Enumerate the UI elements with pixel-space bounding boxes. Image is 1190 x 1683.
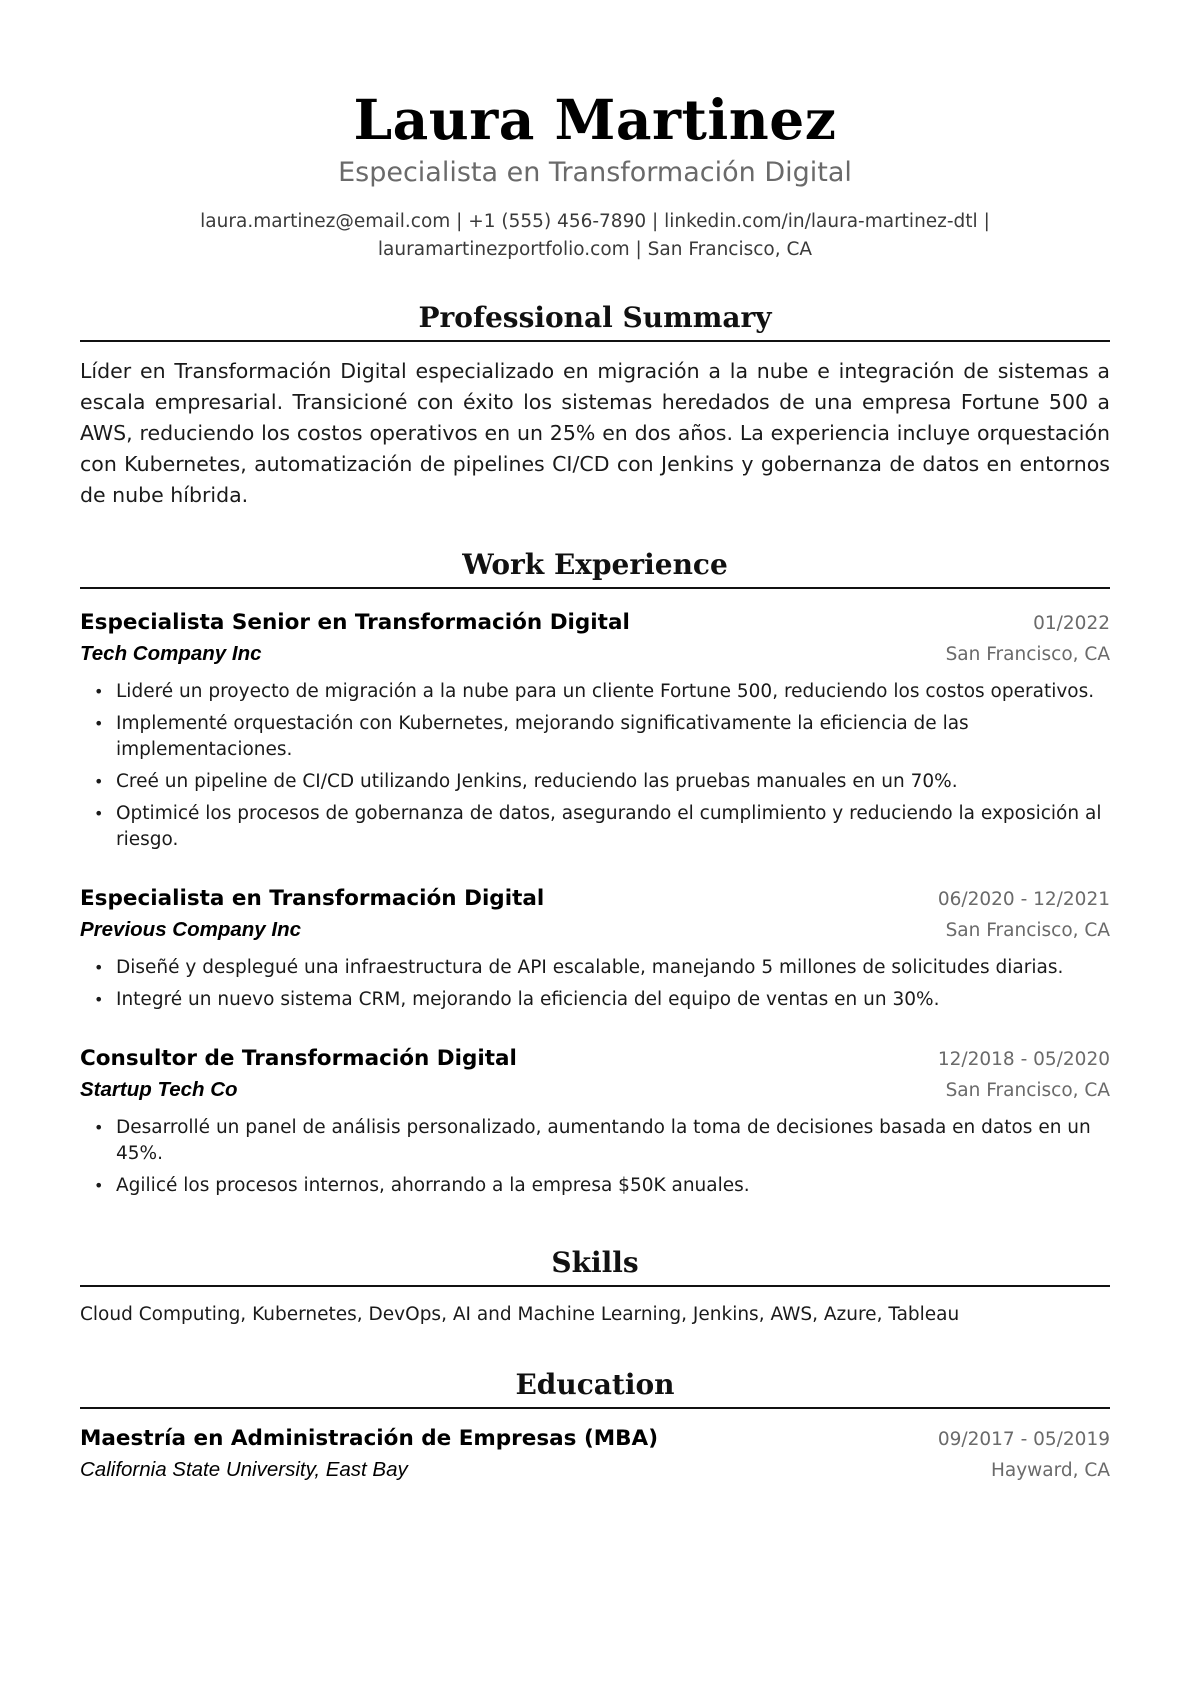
job-company: Startup Tech Co xyxy=(80,1078,238,1101)
job-location: San Francisco, CA xyxy=(945,1080,1110,1101)
contact-info xyxy=(80,208,1110,264)
job-title-row xyxy=(80,1043,1110,1075)
education-school: California State University, East Bay xyxy=(80,1458,408,1481)
job-bullets xyxy=(80,679,1110,853)
section-heading-work: Work Experience xyxy=(80,547,1110,589)
job-bullet: • Agilicé los procesos internos, ahorrando a la empresa $50K anuales. xyxy=(116,1173,1110,1199)
job-company-row xyxy=(80,1075,1110,1105)
job-bullets xyxy=(80,955,1110,1013)
education-date: 09/2017 - 05/2019 xyxy=(937,1429,1110,1450)
section-heading-summary: Professional Summary xyxy=(80,300,1110,342)
education-degree: Maestría en Administración de Empresas (MBA) xyxy=(80,1426,659,1451)
contact-line-1: laura.martinez@email.com | +1 (555) 456-7890 | linkedin.com/in/laura-martinez-dtl | xyxy=(200,211,990,232)
job-location: San Francisco, CA xyxy=(945,920,1110,941)
job-title-row xyxy=(80,607,1110,639)
section-heading-skills: Skills xyxy=(80,1245,1110,1287)
job-entry xyxy=(80,607,1110,853)
job-date: 06/2020 - 12/2021 xyxy=(937,889,1110,910)
section-heading-education: Education xyxy=(80,1367,1110,1409)
summary-text: Líder en Transformación Digital especializado en migración a la nube e integración de sistemas a escala empresarial. Transicioné con éxito los sistemas heredados de una empresa Fortune 500 a AWS, reduciendo los costos operativos en un 25% en dos años. La experiencia incluye orquestación con Kubernetes, automatización de pipelines CI/CD con Jenkins y gobernanza de datos en entornos de nube híbrida. xyxy=(80,359,1110,507)
job-title: Especialista Senior en Transformación Digital xyxy=(80,610,630,635)
job-bullet: • Implementé orquestación con Kubernetes, mejorando significativamente la eficiencia de las implementaciones. xyxy=(116,711,1110,763)
job-date: 12/2018 - 05/2020 xyxy=(937,1049,1110,1070)
job-entry xyxy=(80,1043,1110,1199)
job-bullet: • Diseñé y desplegué una infraestructura de API escalable, manejando 5 millones de solicitudes diarias. xyxy=(116,955,1110,981)
education-school-row xyxy=(80,1455,1110,1485)
education-entry xyxy=(80,1423,1110,1485)
job-title-row xyxy=(80,883,1110,915)
skills-list: Cloud Computing, Kubernetes, DevOps, AI and Machine Learning, Jenkins, AWS, Azure, Tableau xyxy=(80,1304,960,1325)
education-degree-row xyxy=(80,1423,1110,1455)
job-date: 01/2022 xyxy=(1033,613,1110,634)
education-location: Hayward, CA xyxy=(990,1460,1110,1481)
job-company-row xyxy=(80,915,1110,945)
job-title: Consultor de Transformación Digital xyxy=(80,1046,517,1071)
job-bullet: • Desarrollé un panel de análisis personalizado, aumentando la toma de decisiones basada en datos en un 45%. xyxy=(116,1115,1110,1167)
job-title: Especialista en Transformación Digital xyxy=(80,886,545,911)
candidate-title: Especialista en Transformación Digital xyxy=(338,157,852,188)
resume-header xyxy=(80,0,1110,264)
job-bullet: • Creé un pipeline de CI/CD utilizando Jenkins, reduciendo las pruebas manuales en un 70%. xyxy=(116,769,1110,795)
candidate-name: Laura Martinez xyxy=(353,87,837,152)
job-entry xyxy=(80,883,1110,1013)
job-company: Tech Company Inc xyxy=(80,642,262,665)
job-bullet: • Integré un nuevo sistema CRM, mejorando la eficiencia del equipo de ventas en un 30%. xyxy=(116,987,1110,1013)
job-location: San Francisco, CA xyxy=(945,644,1110,665)
job-bullet: • Lideré un proyecto de migración a la nube para un cliente Fortune 500, reduciendo los costos operativos. xyxy=(116,679,1110,705)
job-bullets xyxy=(80,1115,1110,1199)
job-bullet: • Optimicé los procesos de gobernanza de datos, asegurando el cumplimiento y reduciendo la exposición al riesgo. xyxy=(116,801,1110,853)
job-company: Previous Company Inc xyxy=(80,918,302,941)
contact-line-2: lauramartinezportfolio.com | San Francisco, CA xyxy=(377,239,813,260)
job-company-row xyxy=(80,639,1110,669)
